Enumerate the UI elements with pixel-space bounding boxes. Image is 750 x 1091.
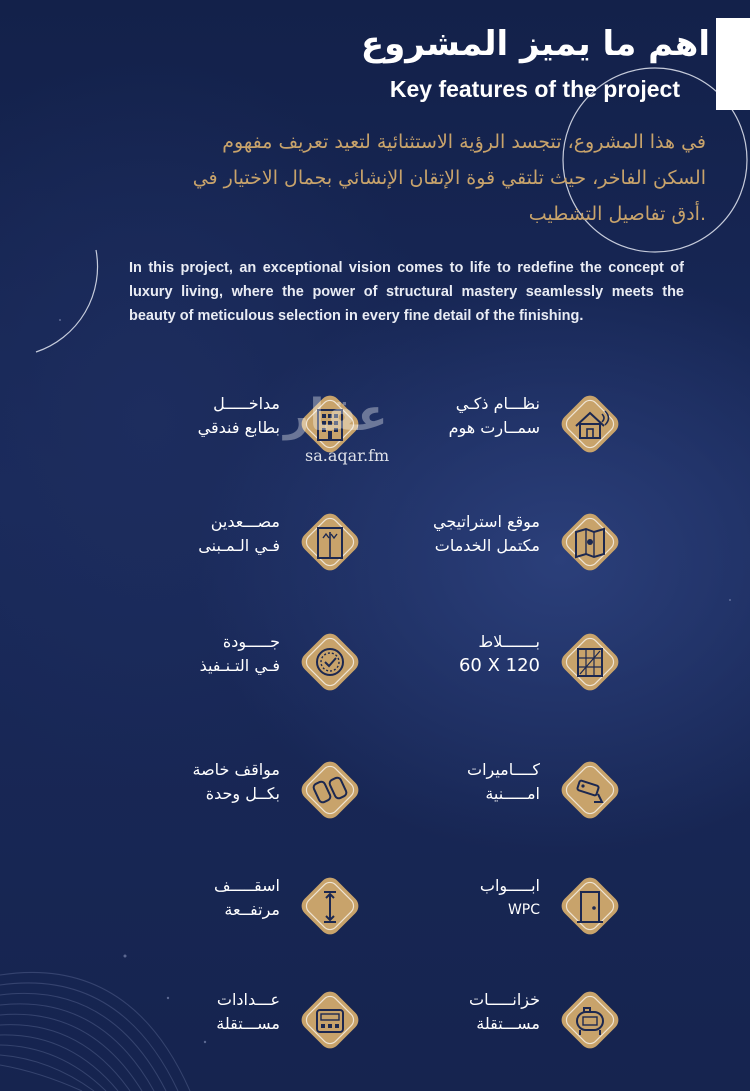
feature-label-line2: مرتفــعة [224,900,280,919]
ceiling-height-icon [290,866,370,946]
feature-label [130,988,280,1036]
tiles-icon [550,622,630,702]
feature-label-line2: مكتمل الخدمات [434,536,540,555]
watermark [278,388,418,478]
quality-badge-icon [290,622,370,702]
parking-cars-icon [290,750,370,830]
watermark-url: sa.aqar.fm [305,446,390,465]
door-icon [550,866,630,946]
feature-label [390,758,540,806]
feature-item [130,502,350,582]
feature-label-line1: خزانـــــات [469,990,540,1009]
feature-label-line2: بطابع فندقي [197,418,280,437]
intro-arabic-line: السكن الفاخر، حيث تلتقي قوة الإتقان الإنشائي بجمال الاختيار في [192,167,706,189]
feature-item [390,750,610,830]
feature-label-line1: عـــدادات [216,990,280,1009]
title-arabic: اهم ما يميز المشروع [360,24,710,64]
water-tank-icon [550,980,630,1060]
feature-label [130,874,280,922]
feature-label-line1: مداخـــــل [213,394,280,413]
feature-item [390,384,610,464]
feature-item [130,866,350,946]
feature-icon-tile [290,980,370,1060]
feature-icon-tile [290,502,370,582]
feature-label [130,758,280,806]
feature-icon-tile [550,502,630,582]
feature-icon-tile [290,622,370,702]
feature-label-line1: مصـــعدين [210,512,280,531]
feature-item [130,622,350,702]
feature-label [130,630,280,678]
feature-label-line2: مســـتقلة [476,1014,540,1033]
feature-icon-tile [290,750,370,830]
security-camera-icon [550,750,630,830]
feature-label [130,392,280,440]
intro-arabic [66,124,706,232]
feature-label-line2: فـي التـنـفيذ [199,656,280,675]
feature-icon-tile [550,750,630,830]
feature-icon-tile [550,622,630,702]
location-map-icon [550,502,630,582]
feature-label-line2: بكــل وحدة [205,784,280,803]
feature-label-line1: نظـــام ذكـي [455,394,540,413]
feature-label-line1: جـــــودة [222,632,280,651]
meter-icon [290,980,370,1060]
feature-label-line2: مســـتقلة [216,1014,280,1033]
smart-home-icon [550,384,630,464]
feature-icon-tile [550,384,630,464]
feature-item [390,866,610,946]
feature-item [390,980,610,1060]
feature-icon-tile [550,980,630,1060]
feature-label-line2: سمــارت هوم [448,418,540,437]
feature-label [130,510,280,558]
feature-label-line1: مواقف خاصة [192,760,280,779]
elevator-icon [290,502,370,582]
feature-icon-tile [290,866,370,946]
intro-arabic-line: في هذا المشروع، تتجسد الرؤية الاستثنائية لتعيد تعريف مفهوم [222,131,706,153]
feature-item [390,502,610,582]
feature-label-line2: WPC [507,902,540,918]
feature-label-line1: اسقـــــف [214,876,280,895]
corner-tab [716,18,750,110]
feature-label-line1: بـــــــلاط [478,632,540,651]
feature-label [390,630,540,678]
feature-icon-tile [550,866,630,946]
feature-label [390,510,540,558]
feature-item [130,980,350,1060]
feature-label-line2: 60 X 120 [458,655,540,676]
feature-label [390,988,540,1036]
feature-label-line1: موقع استراتيجي [433,512,540,531]
feature-label-line2: امـــــنية [485,784,540,803]
feature-label-line2: فـي الـمـبنى [198,536,280,555]
feature-item [130,750,350,830]
title-english: Key features of the project [389,76,680,102]
feature-label-line1: كــــاميرات [467,760,540,779]
intro-english: In this project, an exceptional vision comes to life to redefine the concept of luxury living, where the power of structural mastery seamlessly meets the beauty of meticulous selection in every fine detail of the finishing. [129,260,684,324]
feature-label [390,874,540,922]
watermark-logo: عقار [284,390,388,441]
feature-label-line1: ابـــــواب [479,876,540,895]
feature-item [390,622,610,702]
intro-arabic-line: .أدق تفاصيل التشطيب [528,203,706,225]
